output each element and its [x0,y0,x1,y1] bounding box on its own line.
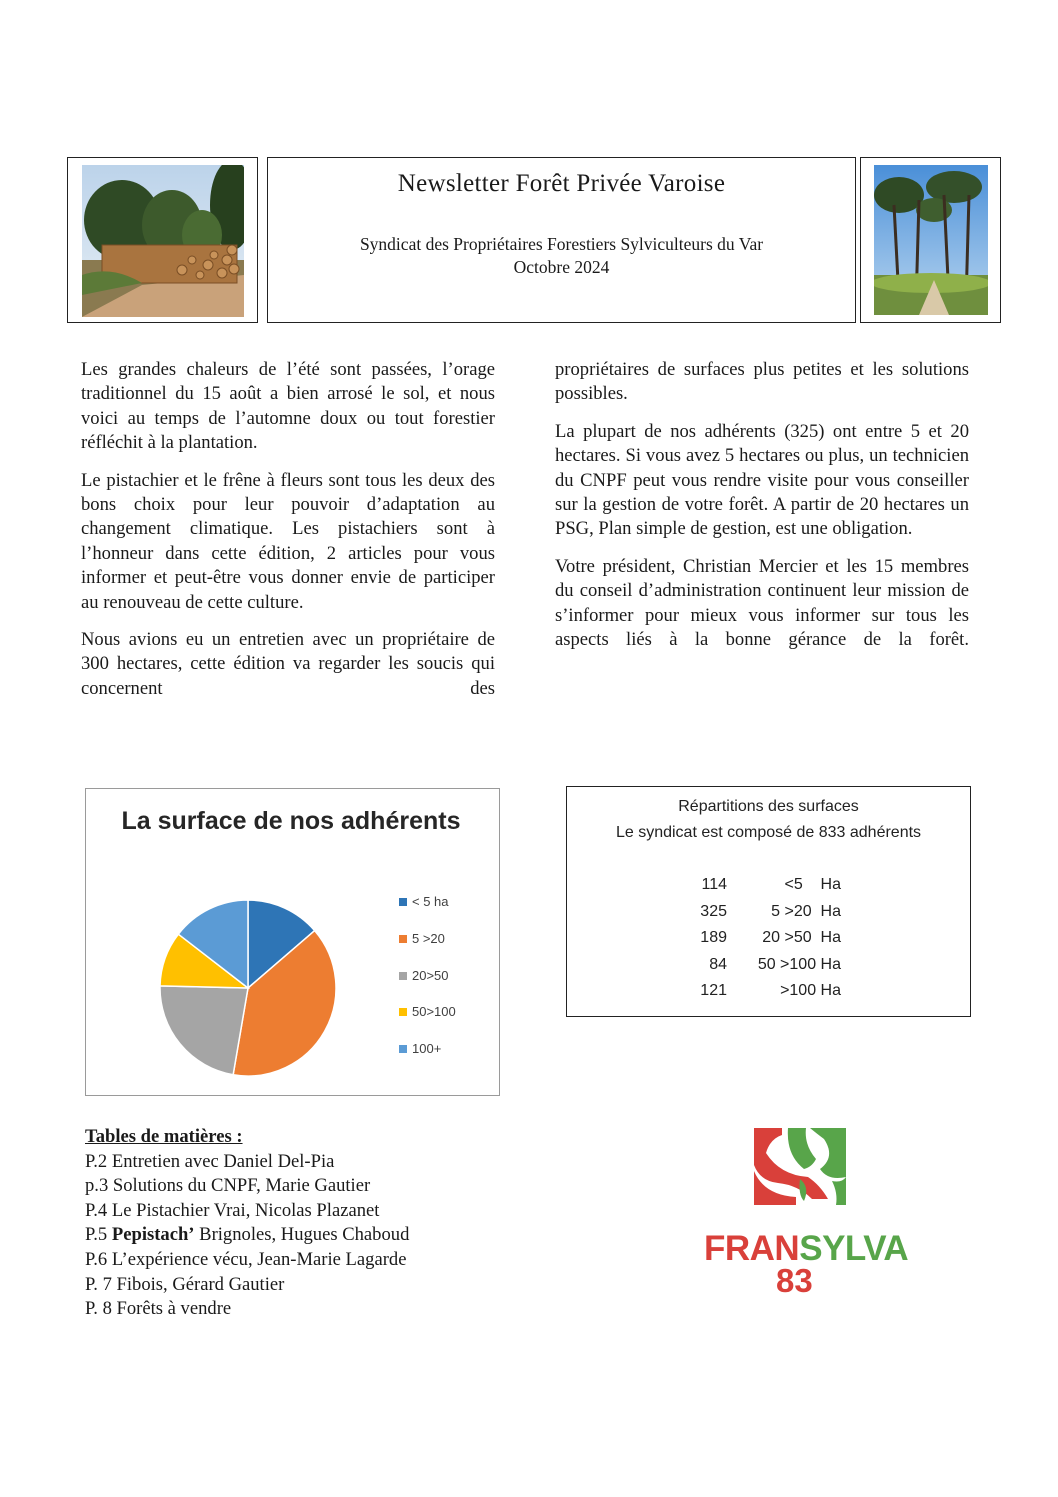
toc-item [85,1297,409,1322]
repartition-range: 50 >100 Ha [757,955,841,973]
repartition-count: 84 [709,955,727,973]
repartition-range: 20 >50 Ha [762,929,841,946]
legend-label: < 5 ha [412,894,449,909]
surface-pie-chart [85,788,500,1096]
newsletter-subtitle [268,233,855,279]
subtitle-date: Octobre 2024 [513,257,610,277]
pine-forest-photo [874,165,988,315]
legend-item [399,968,449,983]
toc-item-rest: Brignoles, Hugues Chaboud [194,1224,410,1246]
repartition-count: 121 [700,982,727,999]
paragraph: propriétaires de surfaces plus petites et les solutions possibles. [555,359,969,405]
repartition-box [566,786,971,1017]
legend-swatch [399,972,407,980]
toc-item [85,1150,409,1175]
log-pile-photo [82,165,244,317]
repartition-count: 189 [700,929,727,946]
chart-title: La surface de nos adhérents [121,807,461,835]
legend-item [399,1004,456,1019]
paragraph: Le pistachier et le frêne à fleurs sont tous les deux des bons choix pour leur pouvoir d’adaptation au changement climatique. Les pistachiers sont à l’honneur dans cette édition, 2 articles pour vous informer et peut-être vous donner envie de participer au renouveau de cette culture. [81,469,495,613]
newsletter-title: Newsletter Forêt Privée Varoise [397,170,726,197]
legend-item [399,931,445,946]
intro-right-column [555,358,969,665]
toc-item [85,1248,409,1273]
repartition-row [567,929,967,955]
repartition-row [567,903,967,929]
toc-items [85,1150,409,1322]
legend-swatch [399,1045,407,1053]
paragraph: La plupart de nos adhérents (325) ont entre 5 et 20 hectares. Si vous avez 5 hectares ou plus, un technicien du CNPF peut vous rendre visite pour vous conseiller sur la gestion de votre forêt. A partir de 20 hectares un PSG, Plan simple de gestion, est une obligation. [555,420,969,540]
legend-item [399,1041,441,1056]
fransylva-logo [700,1125,909,1300]
paragraph: Les grandes chaleurs de l’été sont passées, l’orage traditionnel du 15 août a bien arrosé le sol, et nous voici au temps de l’automne doux ou tout forestier réfléchit à la plantation. [81,359,495,454]
repartition-count: 114 [701,876,727,893]
legend-swatch [399,935,407,943]
toc-item [85,1199,409,1224]
toc-item-bold: Pepistach’ [111,1224,195,1246]
legend-item [399,894,449,909]
logo-text-fran: FRAN [704,1229,800,1268]
repartition-row [567,956,967,982]
legend-label: 50>100 [412,1004,456,1020]
legend-label: 5 >20 [412,930,445,946]
legend-label: 100+ [412,1041,442,1057]
legend-label: 20>50 [412,967,449,983]
toc-item-text: P.6 L’expérience vécu, Jean-Marie Lagarde [85,1248,407,1270]
toc-item-text: P.5 [85,1224,112,1246]
subtitle-organization: Syndicat des Propriétaires Forestiers Sylviculteurs du Var [359,234,764,254]
toc-item [85,1174,409,1199]
toc-item [85,1223,409,1248]
toc-item [85,1273,409,1298]
intro-left-column [81,358,495,714]
repartition-row [567,876,967,902]
repartition-range: 5 >20 Ha [771,902,841,920]
logo-text-sylva: SYLVA [799,1229,909,1268]
toc-item-text: P.2 Entretien avec Daniel Del-Pia [85,1150,335,1172]
legend-swatch [399,898,407,906]
repartition-row [567,982,967,1008]
toc-item-text: P. 7 Fibois, Gérard Gautier [85,1273,285,1295]
paragraph: Nous avions eu un entretien avec un propriétaire de 300 hectares, cette édition va regarder les soucis qui concernent des [81,629,495,699]
repartition-title: Répartitions des surfaces [678,798,859,815]
pie-slice [160,986,248,1075]
legend-swatch [399,1008,407,1016]
header-title-box [267,157,856,323]
paragraph: Votre président, Christian Mercier et les 15 membres du conseil d’administration continuent leur mission de s’informer pour mieux vous informer sur tous les aspects liés à la bonne gérance de la forêt. [555,555,969,651]
repartition-range: >100 Ha [780,982,841,999]
toc-item-text: P. 8 Forêts à vendre [85,1298,232,1320]
repartition-count: 325 [700,902,727,920]
toc-item-text: P.4 Le Pistachier Vrai, Nicolas Plazanet [85,1199,380,1221]
table-of-contents [85,1125,409,1322]
logo-number: 83 [776,1262,813,1299]
pie-plot [158,896,358,1096]
toc-title: Tables de matières : [85,1126,243,1147]
repartition-range: <5 Ha [784,876,841,893]
repartition-subtitle: Le syndicat est composé de 833 adhérents [615,824,922,841]
toc-item-text: p.3 Solutions du CNPF, Marie Gautier [85,1175,371,1197]
